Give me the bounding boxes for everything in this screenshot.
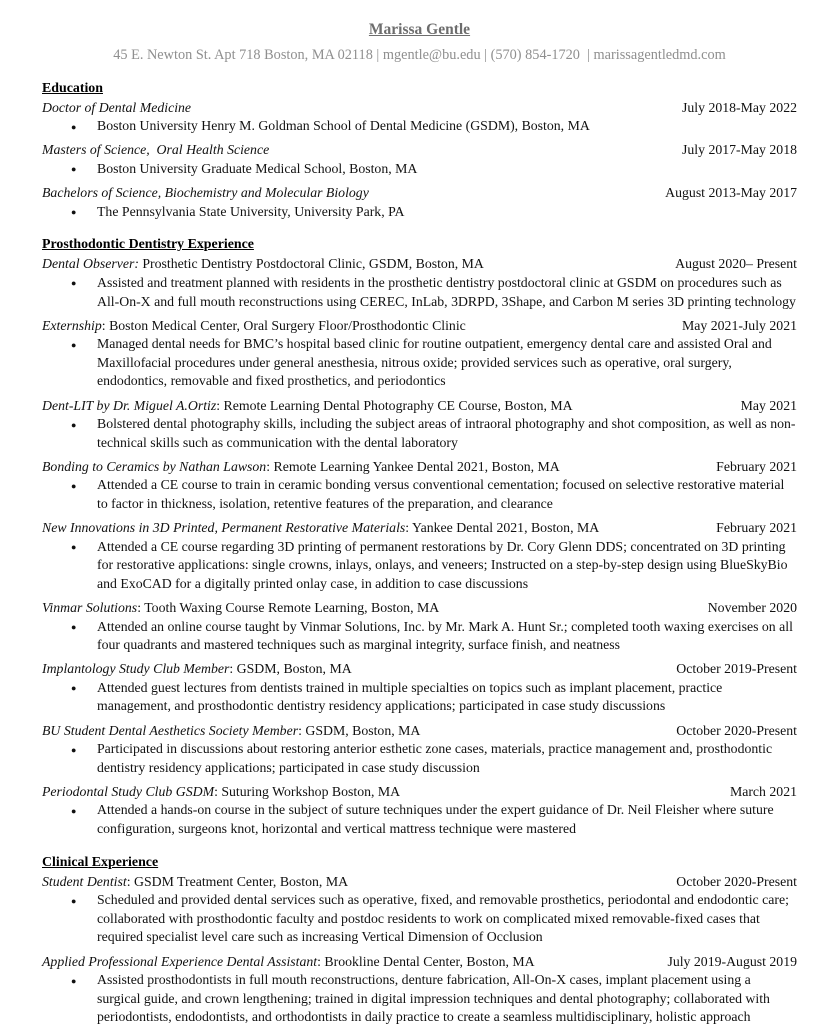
resume-item — [42, 519, 797, 593]
item-title — [42, 255, 665, 274]
item-heading — [42, 953, 797, 972]
item-title — [42, 99, 672, 118]
item-heading — [42, 599, 797, 618]
item-date: March 2021 — [729, 783, 797, 799]
item-title-rest: : GSDM, Boston, MA — [229, 661, 352, 677]
item-title-rest: : Remote Learning Yankee Dental 2021, Boston, MA — [266, 458, 560, 474]
bullet-list — [42, 274, 797, 311]
item-title-italic: Vinmar Solutions — [42, 599, 138, 615]
resume-item — [42, 783, 797, 839]
resume-item — [42, 255, 797, 311]
item-date: October 2020-Present — [676, 722, 797, 738]
item-date: July 2019-August 2019 — [667, 953, 797, 969]
bullet-list — [42, 801, 797, 838]
resume-item — [42, 99, 797, 136]
bullet-item: ● Scheduled and provided dental services such as operative, fixed, and removable prosthetics, periodontal and endodontic care; collaborated with prosthodontic faculty and postdoc residents to work on complicated mixed removable-fixed cases that required specialist level care such as increasing Vertical Dimension of Occlusion — [42, 891, 797, 947]
item-title-rest: : Suturing Workshop Boston, MA — [214, 783, 401, 799]
section-heading-clinical: Clinical Experience — [42, 854, 159, 870]
item-title-rest: : Boston Medical Center, Oral Surgery Floor/Prosthodontic Clinic — [101, 317, 466, 333]
item-date: August 2020– Present — [675, 256, 797, 272]
item-title-italic: Dent-LIT by Dr. Miguel A.Ortiz — [42, 397, 217, 413]
item-title-rest: : GSDM, Boston, MA — [298, 722, 421, 738]
item-date: May 2021 — [740, 397, 797, 413]
item-heading — [42, 141, 797, 160]
item-heading — [42, 722, 797, 741]
item-heading — [42, 519, 797, 538]
item-title — [42, 873, 666, 892]
item-date: October 2019-Present — [676, 661, 797, 677]
item-heading — [42, 783, 797, 802]
item-title-italic: Applied Professional Experience Dental Assistant — [42, 953, 318, 969]
item-title — [42, 141, 672, 160]
resume-item — [42, 599, 797, 655]
item-title — [42, 660, 666, 679]
item-title-rest: : Brookline Dental Center, Boston, MA — [317, 953, 535, 969]
bullet-item: ● Boston University Graduate Medical School, Boston, MA — [42, 160, 797, 179]
bullet-item: ● Attended guest lectures from dentists trained in multiple specialties on topics such as implant placement, practice management, and prosthodontic dentistry residency applications; participated in case study discussions — [42, 679, 797, 716]
item-title-italic: Implantology Study Club Member — [42, 661, 230, 677]
bullet-list — [42, 160, 797, 179]
bullet-item: ● Managed dental needs for BMC’s hospital based clinic for routine outpatient, emergency dental care and assisted Oral and Maxillofacial procedures under general anesthesia, nitrous oxide; provided services such as operative, oral surgery, endodontics, removable and fixed prosthetics, and periodontics — [42, 335, 797, 391]
item-title — [42, 317, 672, 336]
item-title-italic: Masters of Science, Oral Health Science — [42, 142, 270, 158]
item-title — [42, 184, 655, 203]
bullet-item: ● Assisted prosthodontists in full mouth reconstructions, denture fabrication, All-On-X cases, implant placement using a surgical guide, and crown lengthening; trained in digital impression techniques and dental photography; collaborated with periodontists, endodontists, and orthodontists in daily practice to create a seamless multidisciplinary, holistic approach — [42, 971, 797, 1027]
section-heading-prosthodontic: Prosthodontic Dentistry Experience — [42, 237, 254, 253]
item-date: November 2020 — [707, 599, 797, 615]
item-heading — [42, 660, 797, 679]
bullet-item: ● Attended a CE course to train in ceramic bonding versus conventional cementation; focused on selective restorative material to factor in thickness, isolation, retentive features of the preparation, and clearance — [42, 476, 797, 513]
item-date: August 2013-May 2017 — [665, 185, 797, 201]
item-title — [42, 519, 706, 538]
bullet-list — [42, 117, 797, 136]
item-heading — [42, 184, 797, 203]
resume-item — [42, 660, 797, 716]
section-prosthodontic-experience — [42, 236, 797, 838]
resume-header — [42, 20, 797, 65]
bullet-item: ● Attended an online course taught by Vinmar Solutions, Inc. by Mr. Mark A. Hunt Sr.; completed tooth waxing exercises on all four quadrants and mastered techniques such as marginal integrity, surface finish, and neatness — [42, 618, 797, 655]
resume-item — [42, 873, 797, 947]
item-date: July 2018-May 2022 — [682, 99, 797, 115]
bullet-list — [42, 203, 797, 222]
bullet-list — [42, 679, 797, 716]
bullet-list — [42, 740, 797, 777]
item-date: May 2021-July 2021 — [682, 317, 797, 333]
item-title-italic: Doctor of Dental Medicine — [42, 99, 192, 115]
resume-page — [42, 20, 797, 1027]
item-title-italic: Bachelors of Science, Biochemistry and Molecular Biology — [42, 185, 369, 201]
item-heading — [42, 873, 797, 892]
item-title-italic: Externship — [42, 317, 102, 333]
item-title-italic: Dental Observer: — [42, 256, 139, 272]
item-heading — [42, 99, 797, 118]
item-title — [42, 599, 698, 618]
item-title — [42, 953, 657, 972]
item-title-rest: : GSDM Treatment Center, Boston, MA — [126, 873, 349, 889]
item-date: July 2017-May 2018 — [682, 142, 797, 158]
person-name: Marissa Gentle — [368, 21, 471, 38]
item-title — [42, 783, 720, 802]
section-heading-education: Education — [42, 80, 103, 96]
item-title-italic: Periodontal Study Club GSDM — [42, 783, 215, 799]
bullet-list — [42, 335, 797, 391]
bullet-item: ● The Pennsylvania State University, University Park, PA — [42, 203, 797, 222]
bullet-list — [42, 476, 797, 513]
item-title — [42, 722, 666, 741]
resume-item — [42, 722, 797, 778]
item-heading — [42, 317, 797, 336]
resume-item — [42, 397, 797, 453]
bullet-list — [42, 971, 797, 1027]
bullet-list — [42, 415, 797, 452]
item-heading — [42, 397, 797, 416]
resume-item — [42, 317, 797, 391]
bullet-list — [42, 618, 797, 655]
item-title-rest: Prosthetic Dentistry Postdoctoral Clinic, GSDM, Boston, MA — [138, 256, 484, 272]
bullet-list — [42, 538, 797, 594]
bullet-item: ● Boston University Henry M. Goldman School of Dental Medicine (GSDM), Boston, MA — [42, 117, 797, 136]
resume-item — [42, 458, 797, 514]
contact-line: 45 E. Newton St. Apt 718 Boston, MA 02118 | mgentle@bu.edu | (570) 854-1720 | marissagentledmd.com — [113, 47, 726, 63]
bullet-list — [42, 891, 797, 947]
bullet-item: ● Assisted and treatment planned with residents in the prosthetic dentistry postdoctoral clinic at GSDM on procedures such as All-On-X and full mouth reconstructions using CEREC, InLab, 3DRPD, 3Shape, and Carbon M series 3D printing technology — [42, 274, 797, 311]
resume-item — [42, 184, 797, 221]
bullet-item: ● Attended a CE course regarding 3D printing of permanent restorations by Dr. Cory Glenn DDS; concentrated on 3D printing for restorative applications: single crowns, inlays, onlays, and veneers; Instructed on a step-by-step design using BlueSkyBio and ExoCAD for a digitally printed onlay case, in addition to case discussions — [42, 538, 797, 594]
item-heading — [42, 255, 797, 274]
section-clinical-experience — [42, 854, 797, 1027]
bullet-item: ● Attended a hands-on course in the subject of suture techniques under the expert guidance of Dr. Neil Fleisher where suture configuration, surgeons knot, horizontal and vertical mattress technique were mastered — [42, 801, 797, 838]
item-title — [42, 458, 706, 477]
item-title-rest: : Remote Learning Dental Photography CE Course, Boston, MA — [216, 397, 573, 413]
item-heading — [42, 458, 797, 477]
bullet-item: ● Participated in discussions about restoring anterior esthetic zone cases, materials, practice management and, prosthodontic dentistry residency applications; participated in case study discussion — [42, 740, 797, 777]
bullet-item: ● Bolstered dental photography skills, including the subject areas of intraoral photography and shot composition, as well as non-technical skills such as communication with the dental laboratory — [42, 415, 797, 452]
item-title-rest: : Tooth Waxing Course Remote Learning, Boston, MA — [137, 599, 440, 615]
section-education — [42, 80, 797, 222]
item-title-italic: New Innovations in 3D Printed, Permanent Restorative Materials — [42, 520, 406, 536]
item-title — [42, 397, 731, 416]
item-title-italic: Bonding to Ceramics by Nathan Lawson — [42, 458, 267, 474]
item-date: February 2021 — [716, 520, 797, 536]
resume-item — [42, 953, 797, 1027]
item-title-rest: : Yankee Dental 2021, Boston, MA — [405, 520, 600, 536]
item-title-italic: BU Student Dental Aesthetics Society Member — [42, 722, 299, 738]
item-title-italic: Student Dentist — [42, 873, 127, 889]
item-date: October 2020-Present — [676, 873, 797, 889]
resume-item — [42, 141, 797, 178]
item-date: February 2021 — [716, 458, 797, 474]
